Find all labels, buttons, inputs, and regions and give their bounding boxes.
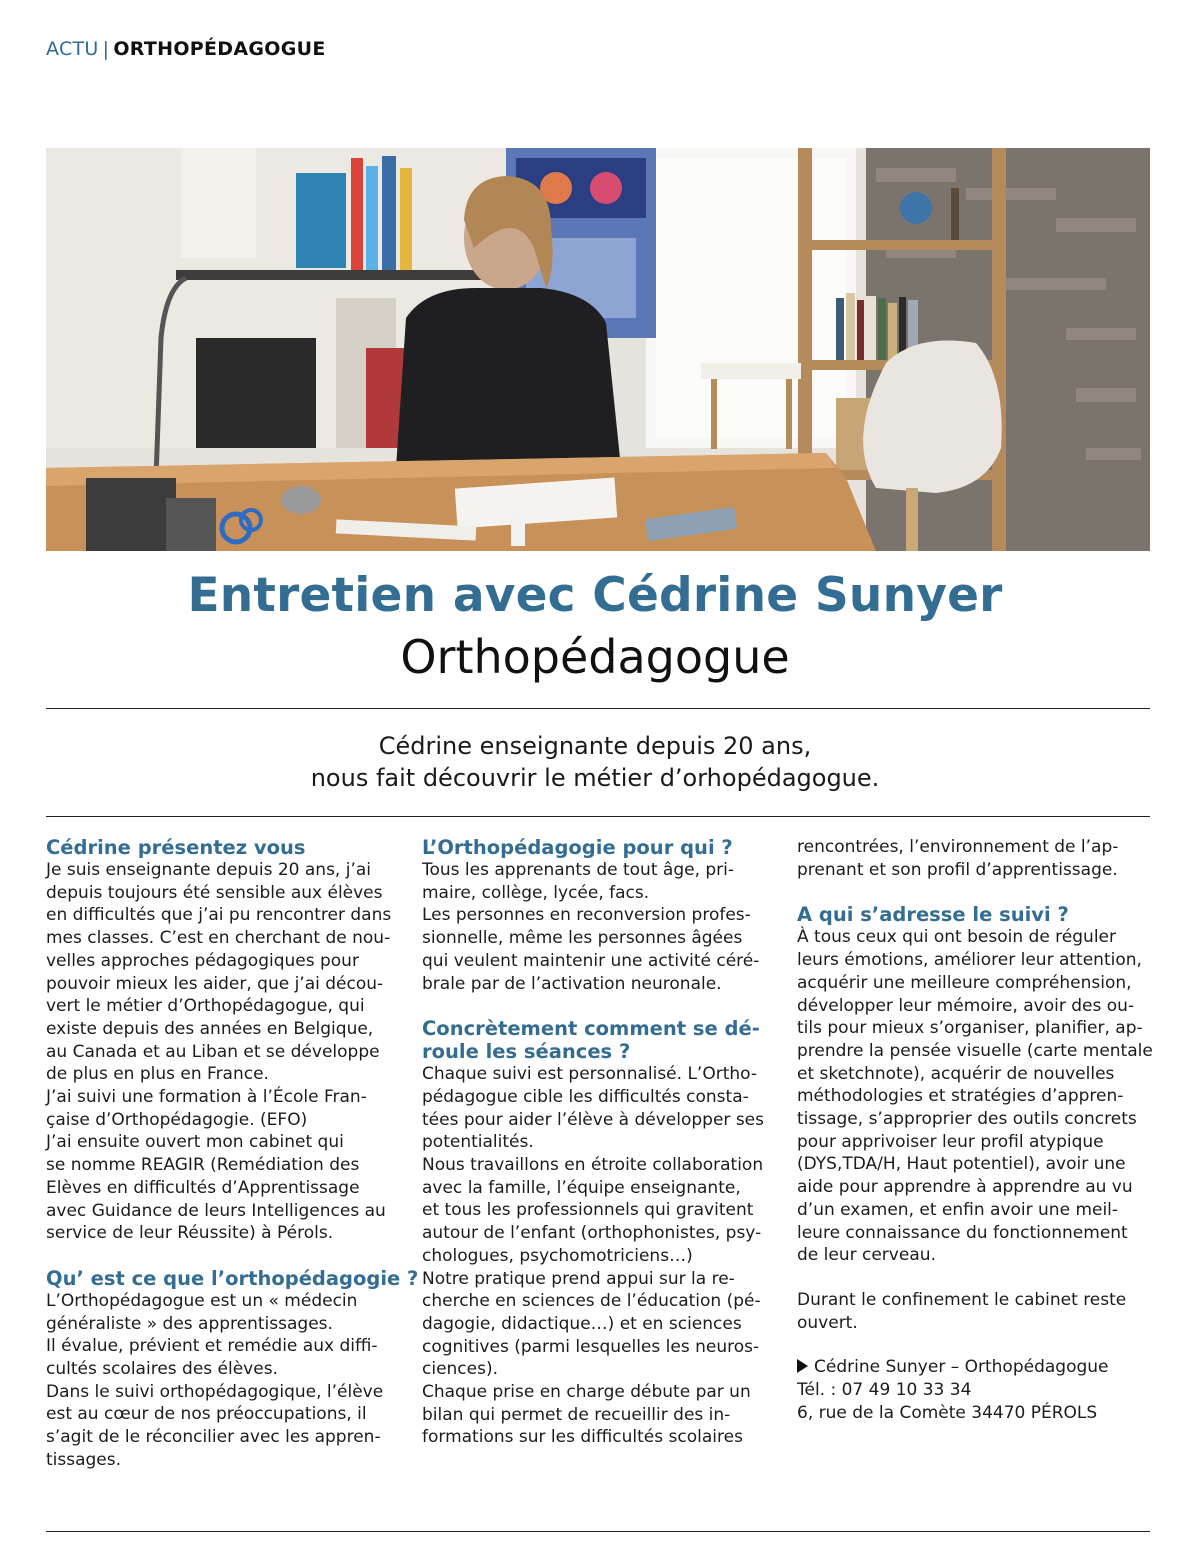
text-line: de plus en plus en France. xyxy=(46,1064,269,1085)
text-line: et sketchnote), acquérir de nouvelles xyxy=(797,1063,1115,1084)
text-line: tissage, s’approprier des outils concrets xyxy=(797,1109,1137,1130)
text-line: développer leur mémoire, avoir des ou- xyxy=(797,995,1135,1016)
section-heading: Cédrine présentez vous xyxy=(46,836,306,859)
text-line: dagogie, didactique…) et en sciences xyxy=(422,1313,742,1334)
section-body-continued xyxy=(797,836,1149,881)
divider-top xyxy=(46,708,1150,709)
contact-phone: Tél. : 07 49 10 33 34 xyxy=(797,1380,972,1401)
text-line: pour apprivoiser leur profil atypique xyxy=(797,1131,1104,1152)
text-line: À tous ceux qui ont besoin de réguler xyxy=(797,927,1116,948)
text-line: bilan qui permet de recueillir des in- xyxy=(422,1404,731,1425)
text-line: prenant et son profil d’apprentissage. xyxy=(797,859,1118,880)
text-line: potentialités. xyxy=(422,1132,534,1153)
text-line: cultés scolaires des élèves. xyxy=(46,1359,278,1380)
text-line: Elèves en difficultés d’Apprentissage xyxy=(46,1177,360,1198)
text-line: vert le métier d’Orthopédagogue, qui xyxy=(46,996,365,1017)
section-header xyxy=(46,38,326,60)
text-line: J’ai ensuite ouvert mon cabinet qui xyxy=(46,1132,344,1153)
text-line: cognitives (parmi lesquelles les neuros- xyxy=(422,1336,760,1357)
section-body xyxy=(422,1063,774,1449)
section-heading xyxy=(422,1017,774,1063)
text-line: d’un examen, et enfin avoir une meil- xyxy=(797,1199,1119,1220)
heading-line: Concrètement comment se dé- xyxy=(422,1017,760,1041)
heading-line: roule les séances ? xyxy=(422,1040,631,1064)
text-line: tissages. xyxy=(46,1449,122,1470)
text-line: sionnelle, même les personnes âgées xyxy=(422,928,743,949)
text-line: Chaque prise en charge débute par un xyxy=(422,1382,751,1403)
text-line: est au cœur de nos préoccupations, il xyxy=(46,1404,367,1425)
section-body xyxy=(797,926,1153,1267)
text-line: leure connaissance du fonctionnement xyxy=(797,1222,1128,1243)
text-line: avec Guidance de leurs Intelligences au xyxy=(46,1200,386,1221)
text-line: au Canada et au Liban et se développe xyxy=(46,1041,380,1062)
text-line: service de leur Réussite) à Pérols. xyxy=(46,1223,334,1244)
intro-line: Cédrine enseignante depuis 20 ans, xyxy=(378,732,812,760)
text-line: s’agit de le réconcilier avec les appren- xyxy=(46,1427,381,1448)
divider-bottom xyxy=(46,1531,1150,1532)
contact-address: 6, rue de la Comète 34470 PÉROLS xyxy=(797,1402,1098,1423)
text-line: cherche en sciences de l’éducation (pé- xyxy=(422,1291,761,1312)
text-line: leurs émotions, améliorer leur attention, xyxy=(797,950,1142,971)
contact-block xyxy=(797,1356,1149,1424)
closing-note xyxy=(797,1289,1149,1334)
text-line: avec la famille, l’équipe enseignante, xyxy=(422,1177,741,1198)
column-3 xyxy=(797,836,1153,1424)
text-line: formations sur les difficultés scolaires xyxy=(422,1427,743,1448)
text-line: qui veulent maintenir une activité céré- xyxy=(422,950,760,971)
text-line: ouvert. xyxy=(797,1312,858,1333)
section-heading: Qu’ est ce que l’orthopédagogie ? xyxy=(46,1266,419,1290)
text-line: çaise d’Orthopédagogie. (EFO) xyxy=(46,1109,308,1130)
text-line: J’ai suivi une formation à l’École Fran- xyxy=(46,1087,367,1108)
text-line: acquérir une meilleure compréhension, xyxy=(797,972,1132,993)
text-line: maire, collège, lycée, facs. xyxy=(422,882,650,903)
divider-middle xyxy=(46,816,1150,817)
text-line: Tous les apprenants de tout âge, pri- xyxy=(422,860,735,880)
text-line: velles approches pédagogiques pour xyxy=(46,950,359,971)
text-line: tées pour aider l’élève à développer ses xyxy=(422,1109,765,1130)
text-line: ciences). xyxy=(422,1359,499,1380)
section-heading: L’Orthopédagogie pour qui ? xyxy=(422,836,733,859)
text-line: en difficultés que j’ai pu rencontrer dans xyxy=(46,905,392,926)
section-heading: A qui s’adresse le suivi ? xyxy=(797,903,1069,927)
text-line: Chaque suivi est personnalisé. L’Ortho- xyxy=(422,1064,757,1085)
text-line: autour de l’enfant (orthophonistes, psy- xyxy=(422,1223,762,1244)
text-line: (DYS,TDA/H, Haut potentiel), avoir une xyxy=(797,1154,1126,1175)
text-line: tils pour mieux s’organiser, planifier, ap- xyxy=(797,1018,1143,1039)
text-line: et tous les professionnels qui gravitent xyxy=(422,1200,754,1221)
text-line: Il évalue, prévient et remédie aux diffi- xyxy=(46,1336,378,1357)
section-body xyxy=(422,859,774,995)
topic-label: ORTHOPÉDAGOGUE xyxy=(113,38,326,60)
contact-name: Cédrine Sunyer – Orthopédagogue xyxy=(814,1357,1109,1378)
column-2 xyxy=(422,836,774,1449)
text-line: pouvoir mieux les aider, que j’ai décou- xyxy=(46,973,384,994)
text-line: prendre la pensée visuelle (carte mentale xyxy=(797,1040,1153,1061)
text-line: depuis toujours été sensible aux élèves xyxy=(46,882,383,903)
text-line: Durant le confinement le cabinet reste xyxy=(797,1289,1127,1310)
text-line: existe depuis des années en Belgique, xyxy=(46,1018,374,1039)
text-line: Dans le suivi orthopédagogique, l’élève xyxy=(46,1381,384,1402)
text-line: brale par de l’activation neuronale. xyxy=(422,973,722,994)
article-title: Entretien avec Cédrine Sunyer xyxy=(187,568,1003,623)
interview-photo xyxy=(46,148,1150,551)
text-line: chologues, psychomotriciens…) xyxy=(422,1245,693,1266)
intro-text xyxy=(0,730,1190,794)
play-arrow-icon xyxy=(797,1359,808,1373)
section-body xyxy=(46,859,398,1245)
text-line: Je suis enseignante depuis 20 ans, j’ai xyxy=(46,860,372,880)
intro-line: nous fait découvrir le métier d’orhopédagogue. xyxy=(310,764,880,792)
header-separator: | xyxy=(102,38,110,60)
text-line: méthodologies et stratégies d’appren- xyxy=(797,1086,1124,1107)
text-line: généraliste » des apprentissages. xyxy=(46,1313,333,1334)
office-scene-illustration xyxy=(46,148,1150,551)
text-line: L’Orthopédagogue est un « médecin xyxy=(46,1290,358,1311)
section-label: ACTU xyxy=(46,38,99,60)
section-body xyxy=(46,1290,398,1472)
text-line: Nous travaillons en étroite collaboration xyxy=(422,1155,764,1176)
article-subtitle: Orthopédagogue xyxy=(400,630,790,684)
text-line: Notre pratique prend appui sur la re- xyxy=(422,1268,735,1289)
text-line: pédagogue cible les difficultés consta- xyxy=(422,1086,749,1107)
text-line: aide pour apprendre à apprendre au vu xyxy=(797,1177,1133,1198)
text-line: de leur cerveau. xyxy=(797,1245,936,1266)
text-line: mes classes. C’est en cherchant de nou- xyxy=(46,928,391,949)
text-line: rencontrées, l’environnement de l’ap- xyxy=(797,837,1119,857)
column-1 xyxy=(46,836,419,1472)
text-line: se nomme REAGIR (Remédiation des xyxy=(46,1155,360,1176)
text-line: Les personnes en reconversion profes- xyxy=(422,905,751,926)
